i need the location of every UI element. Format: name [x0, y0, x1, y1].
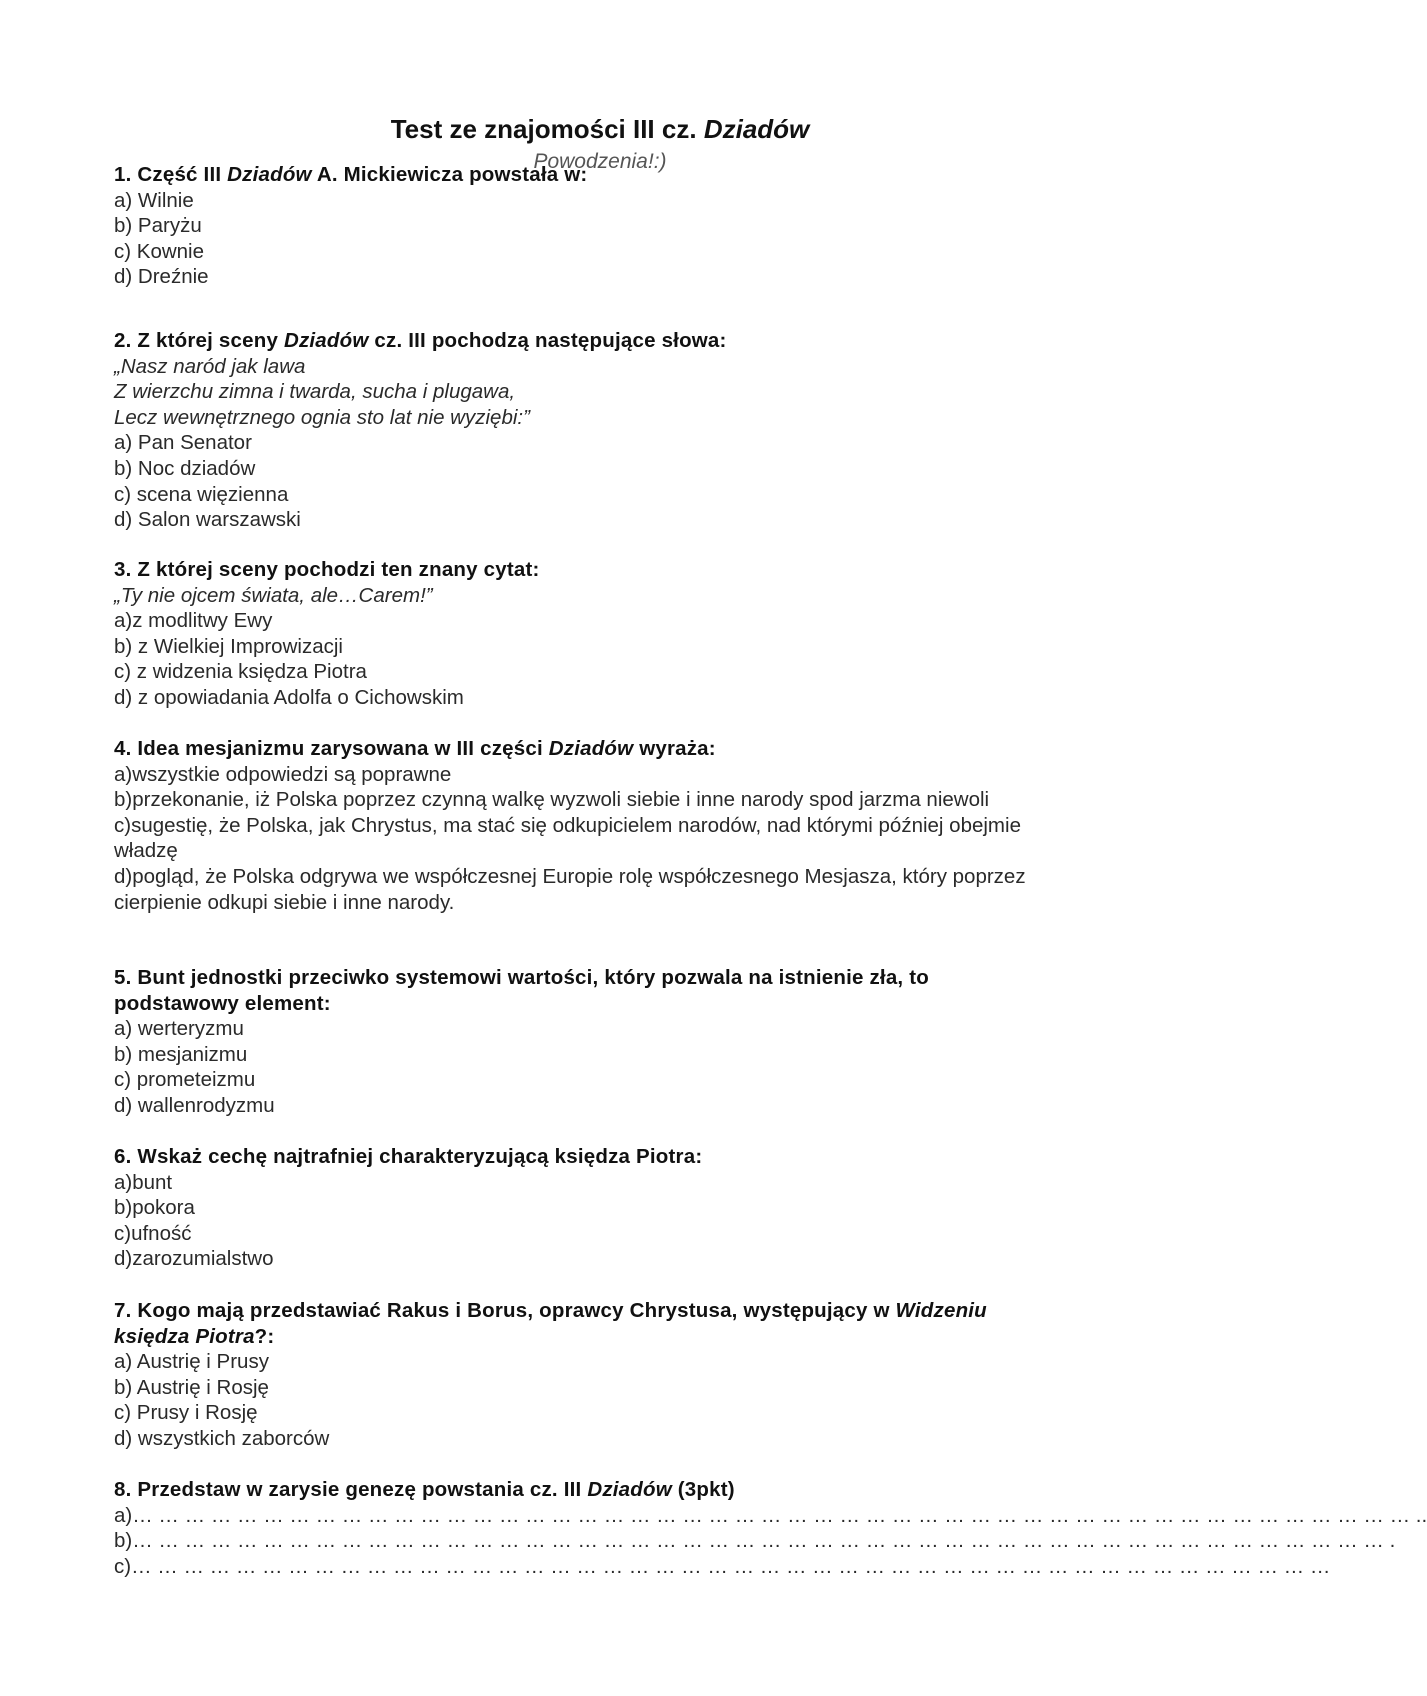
answer-option: a)wszystkie odpowiedzi są poprawne	[114, 762, 452, 786]
answer-option: b) z Wielkiej Improwizacji	[114, 634, 343, 658]
question-3-text: 3. Z której sceny pochodzi ten znany cytat:	[114, 558, 540, 581]
answer-option: b) Austrię i Rosję	[114, 1375, 269, 1399]
answer-option: a)bunt	[114, 1170, 173, 1194]
answer-option: c)ufność	[114, 1221, 192, 1245]
answer-option: b)przekonanie, iż Polska poprzez czynną walkę wyzwoli siebie i inne narody spod jarzma niewoli	[114, 788, 990, 812]
question-2	[114, 328, 1044, 533]
question-6-text: 6. Wskaż cechę najtrafniej charakteryzującą księdza Piotra:	[114, 1145, 703, 1168]
question-4-text: 4. Idea mesjanizmu zarysowana w III części Dziadów wyraża:	[114, 737, 716, 760]
question-8	[114, 1477, 1427, 1579]
question-1-text: 1. Część III Dziadów A. Mickiewicza powstała w:	[114, 163, 588, 186]
answer-option: a)z modlitwy Ewy	[114, 609, 273, 633]
answer-blank-line[interactable]: b)… … … … … … … … … … … … … … … … … … … … … … … … … … … … … … … … … … … … … … … … … … … … … … … … .	[114, 1529, 1396, 1553]
answer-option: d) Salon warszawski	[114, 508, 301, 532]
answer-option: d) z opowiadania Adolfa o Cichowskim	[114, 685, 464, 709]
answer-option: a) Wilnie	[114, 188, 194, 212]
answer-option: b)pokora	[114, 1196, 195, 1220]
question-3	[114, 557, 1044, 711]
answer-option: d)zarozumialstwo	[114, 1247, 274, 1271]
quote-line: Lecz wewnętrznego ognia sto lat nie wyziębi:”	[114, 405, 530, 429]
question-1	[114, 162, 1044, 290]
answer-option: d)pogląd, że Polska odgrywa we współczesnej Europie rolę współczesnego Mesjasza, który poprzez cierpienie odkupi siebie i inne narody.	[114, 864, 1026, 914]
question-6	[114, 1144, 1044, 1272]
answer-option: c) prometeizmu	[114, 1068, 256, 1092]
page-title	[0, 113, 1200, 145]
answer-blank-line[interactable]: a)… … … … … … … … … … … … … … … … … … … … … … … … … … … … … … … … … … … … … … … … … … … … … … … … … ..	[114, 1503, 1427, 1527]
answer-option: c) Prusy i Rosję	[114, 1401, 258, 1425]
answer-option: b) Noc dziadów	[114, 456, 256, 480]
quote-line: „Ty nie ojcem świata, ale…Carem!”	[114, 583, 433, 607]
answer-option: c) Kownie	[114, 239, 205, 263]
answer-option: b) mesjanizmu	[114, 1042, 248, 1066]
question-4	[114, 736, 1044, 915]
question-7	[114, 1298, 1044, 1452]
question-7-text: 7. Kogo mają przedstawiać Rakus i Borus, oprawcy Chrystusa, występujący w Widzeniu księdza Piotra?:	[114, 1299, 987, 1348]
answer-option: c) z widzenia księdza Piotra	[114, 660, 367, 684]
answer-option: a) werteryzmu	[114, 1017, 244, 1041]
quote-line: „Nasz naród jak lawa	[114, 354, 306, 378]
answer-option: c) scena więzienna	[114, 482, 289, 506]
title-main: Test ze znajomości III cz.	[390, 114, 697, 144]
quote-line: Z wierzchu zimna i twarda, sucha i plugawa,	[114, 380, 516, 404]
question-5	[114, 965, 1044, 1119]
answer-option: c)sugestię, że Polska, jak Chrystus, ma stać się odkupicielem narodów, nad którymi później obejmie władzę	[114, 813, 1021, 863]
page-subtitle: Powodzenia!:)	[533, 150, 667, 173]
answer-option: b) Paryżu	[114, 214, 202, 238]
answer-option: d) wallenrodyzmu	[114, 1093, 275, 1117]
answer-option: a) Pan Senator	[114, 431, 252, 455]
answer-option: a) Austrię i Prusy	[114, 1350, 269, 1374]
answer-blank-line[interactable]: c)… … … … … … … … … … … … … … … … … … … … … … … … … … … … … … … … … … … … … … … … … … … … … …	[114, 1554, 1331, 1578]
question-2-text: 2. Z której sceny Dziadów cz. III pochodzą następujące słowa:	[114, 329, 727, 352]
question-8-text: 8. Przedstaw w zarysie genezę powstania cz. III Dziadów (3pkt)	[114, 1478, 735, 1501]
question-5-text: 5. Bunt jednostki przeciwko systemowi wartości, który pozwala na istnienie zła, to podstawowy element:	[114, 966, 929, 1015]
title-italic: Dziadów	[703, 114, 810, 144]
answer-option: d) wszystkich zaborców	[114, 1426, 330, 1450]
answer-option: d) Dreźnie	[114, 265, 209, 289]
